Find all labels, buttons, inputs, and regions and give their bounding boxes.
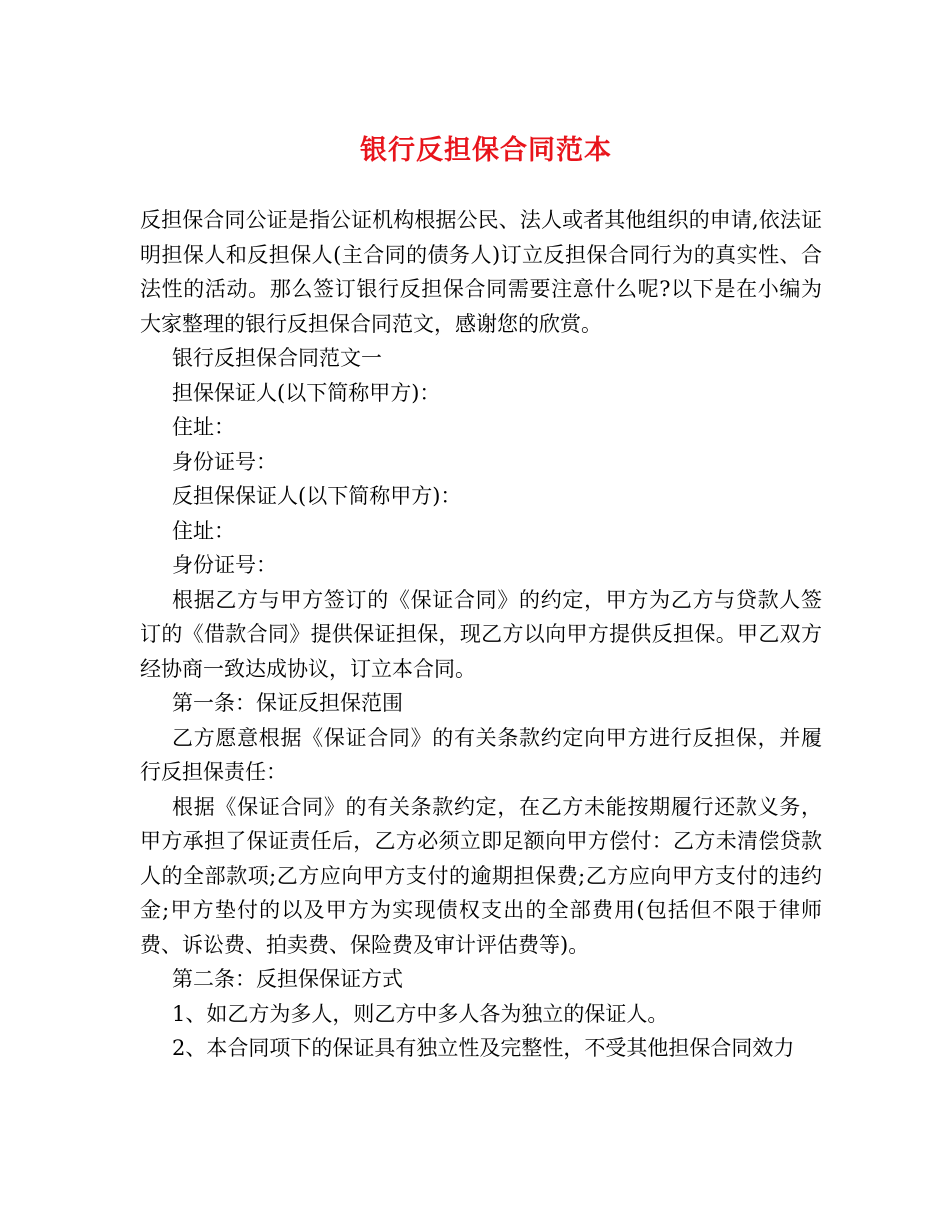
intro-paragraph: 反担保合同公证是指公证机构根据公民、法人或者其他组织的申请,依法证明担保人和反担保人(主合同的债务人)订立反担保合同行为的真实性、合法性的活动。那么签订银行反担保合同需要注意什么呢?以下是在小编为大家整理的银行反担保合同范文，感谢您的欣赏。 xyxy=(140,208,822,336)
article-one-paragraph: 乙方愿意根据《保证合同》的有关条款约定向甲方进行反担保，并履行反担保责任： xyxy=(140,725,822,784)
id-number-label: 身份证号： xyxy=(172,449,277,474)
document-body xyxy=(140,203,822,1066)
article-two-item-1: 1、如乙方为多人，则乙方中多人各为独立的保证人。 xyxy=(172,1001,669,1026)
id-number-label: 身份证号： xyxy=(172,553,277,577)
address-label: 住址： xyxy=(172,415,235,439)
article-two-heading: 第二条：反担保保证方式 xyxy=(172,967,403,991)
guarantor-label: 担保保证人(以下简称甲方)： xyxy=(172,380,441,405)
section-heading-sample-one: 银行反担保合同范文一 xyxy=(172,346,382,370)
article-one-detail-paragraph: 根据《保证合同》的有关条款约定，在乙方未能按期履行还款义务，甲方承担了保证责任后，乙方必须立即足额向甲方偿付：乙方未清偿贷款人的全部款项;乙方应向甲方支付的逾期担保费;乙方应向甲方支付的违约金;甲方垫付的以及甲方为实现债权支出的全部费用(包括但不限于律师费、诉讼费、拍卖费、保险费及审计评估费等)。 xyxy=(140,794,822,957)
article-one-heading: 第一条：保证反担保范围 xyxy=(172,691,403,715)
article-two-item-2: 2、本合同项下的保证具有独立性及完整性，不受其他担保合同效力 xyxy=(172,1036,795,1060)
address-label: 住址： xyxy=(172,518,235,543)
document-title: 银行反担保合同范本 xyxy=(360,135,612,166)
recital-paragraph: 根据乙方与甲方签订的《保证合同》的约定，甲方为乙方与贷款人签订的《借款合同》提供保证担保，现乙方以向甲方提供反担保。甲乙双方经协商一致达成协议，订立本合同。 xyxy=(140,587,822,681)
counter-guarantor-label: 反担保保证人(以下简称甲方)： xyxy=(172,484,462,508)
